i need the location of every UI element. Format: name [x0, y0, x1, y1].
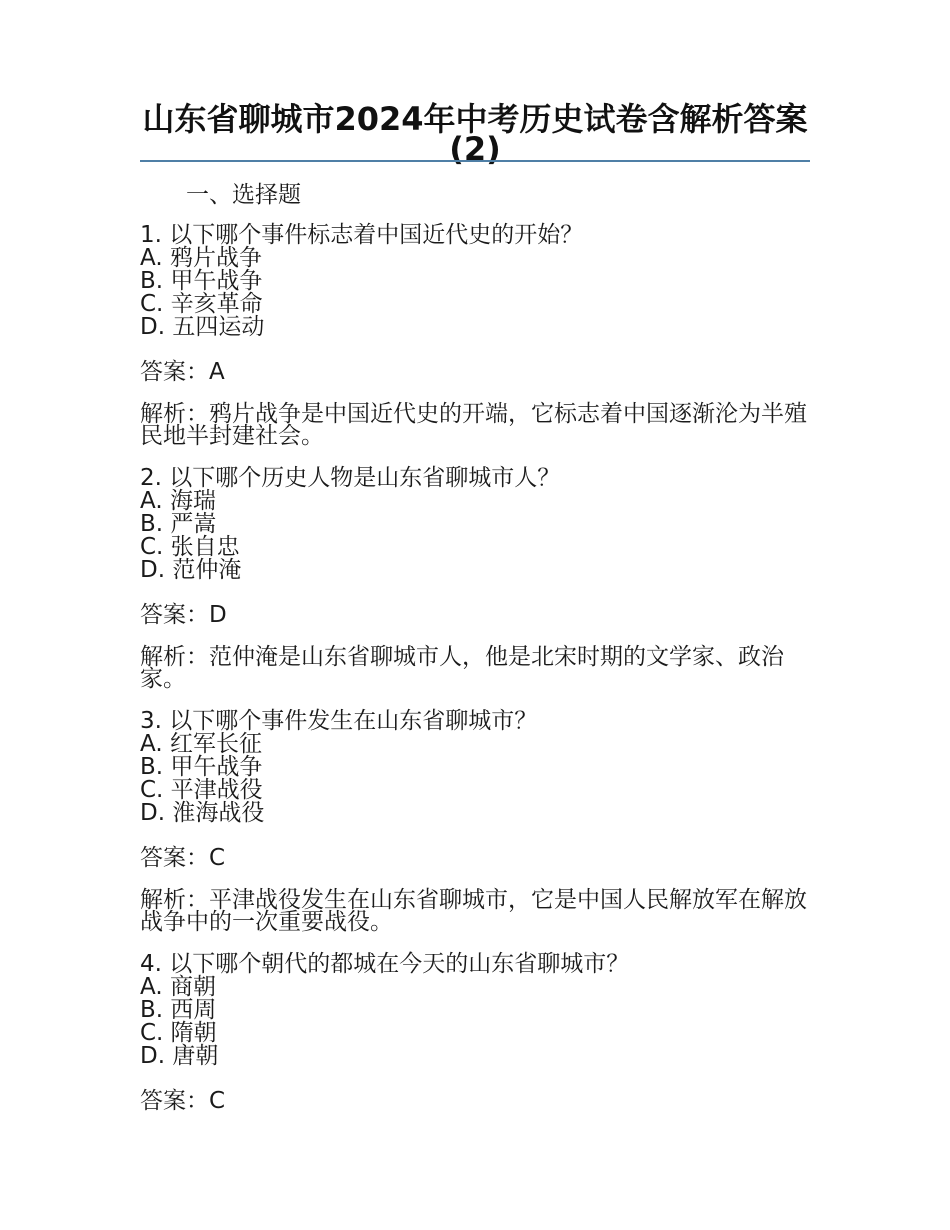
document-title: 山东省聊城市2024年中考历史试卷含解析答案(2)	[142, 100, 808, 168]
question-text: 4. 以下哪个朝代的都城在今天的山东省聊城市？	[140, 951, 630, 977]
option-a: A. 商朝	[140, 974, 216, 1000]
question-block	[140, 467, 816, 582]
question-list	[140, 224, 816, 1132]
option-b: B. 西周	[140, 997, 217, 1023]
answer-text: 答案：C	[140, 1088, 226, 1114]
question-block	[140, 953, 816, 1068]
question-block	[140, 710, 816, 825]
section-heading: 一、选择题	[186, 182, 301, 208]
answer-text: 答案：D	[140, 602, 227, 628]
option-c: C. 隋朝	[140, 1020, 217, 1046]
question-text: 2. 以下哪个历史人物是山东省聊城市人？	[140, 465, 561, 491]
option-a: A. 海瑞	[140, 488, 216, 514]
option-b: B. 甲午战争	[140, 268, 263, 294]
analysis-text: 解析：鸦片战争是中国近代史的开端，它标志着中国逐渐沦为半殖民地半封建社会。	[140, 401, 807, 449]
question-text: 1. 以下哪个事件标志着中国近代史的开始？	[140, 222, 584, 248]
analysis-text: 解析：平津战役发生在山东省聊城市，它是中国人民解放军在解放战争中的一次重要战役。	[140, 887, 807, 935]
question-text: 3. 以下哪个事件发生在山东省聊城市？	[140, 708, 538, 734]
question-block	[140, 224, 816, 339]
analysis-text: 解析：范仲淹是山东省聊城市人，他是北宋时期的文学家、政治家。	[140, 644, 784, 692]
answer-text: 答案：A	[140, 359, 225, 385]
option-c: C. 张自忠	[140, 534, 240, 560]
option-c: C. 平津战役	[140, 777, 263, 803]
option-a: A. 鸦片战争	[140, 245, 262, 271]
option-d: D. 唐朝	[140, 1043, 219, 1069]
option-d: D. 五四运动	[140, 314, 265, 340]
option-c: C. 辛亥革命	[140, 291, 263, 317]
answer-text: 答案：C	[140, 845, 226, 871]
option-a: A. 红军长征	[140, 731, 262, 757]
option-b: B. 甲午战争	[140, 754, 263, 780]
title-underline	[140, 160, 810, 162]
option-b: B. 严嵩	[140, 511, 217, 537]
option-d: D. 淮海战役	[140, 800, 265, 826]
option-d: D. 范仲淹	[140, 557, 242, 583]
